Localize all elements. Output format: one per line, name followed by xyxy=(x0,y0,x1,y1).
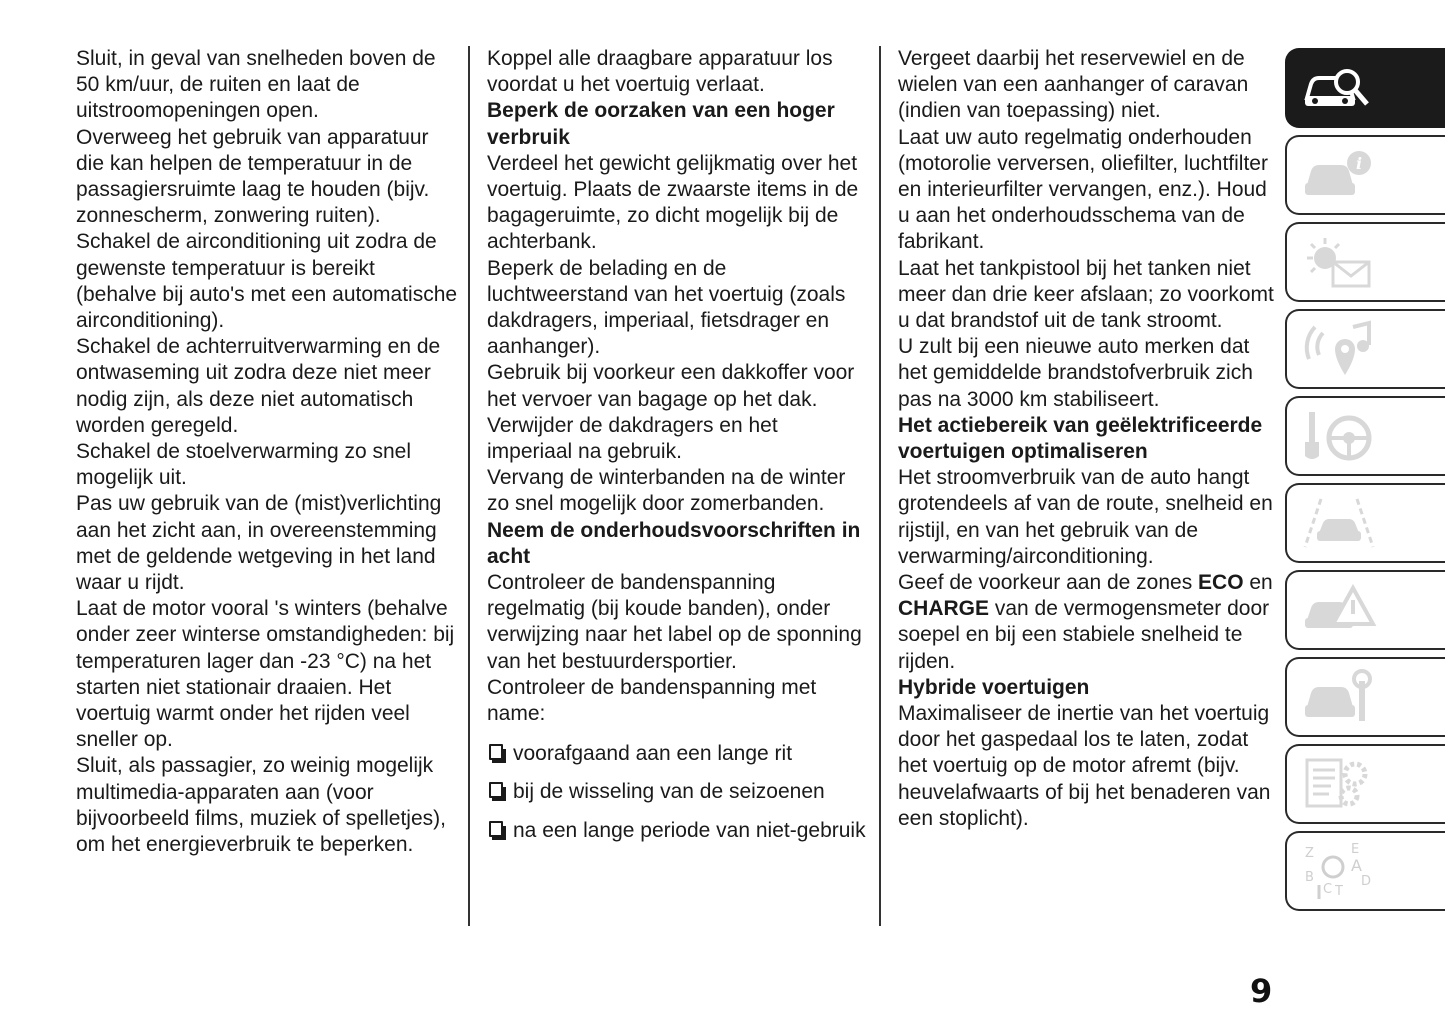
paragraph: Gebruik bij voorkeur een dakkoffer voor het vervoer van bagage op het dak. xyxy=(487,361,855,411)
tab-car-search[interactable] xyxy=(1285,48,1445,128)
tab-maintenance[interactable] xyxy=(1285,657,1445,737)
section-heading: Het actiebereik van geëlektrificeerde voertuigen optimaliseren xyxy=(898,413,1263,464)
paragraph: Schakel de airconditioning uit zodra de gewenste temperatuur is bereikt (behalve bij auto's met een automatische airconditioning). xyxy=(76,230,458,333)
multimedia-icon xyxy=(1301,319,1381,379)
column-divider xyxy=(468,46,470,926)
charge-label: CHARGE xyxy=(898,597,990,621)
column-3 xyxy=(898,46,1276,832)
section-heading: Hybride voertuigen xyxy=(898,675,1090,699)
checkbox-icon xyxy=(489,782,503,798)
index-letter: C xyxy=(1323,882,1333,897)
paragraph xyxy=(898,570,1276,675)
paragraph: Pas uw gebruik van de (mist)verlichting aan het zicht aan, in overeenstemming met de geldende wetgeving in het land waar u rijdt. xyxy=(76,492,442,595)
section-heading: Beperk de oorzaken van een hoger verbruik xyxy=(487,99,835,149)
text-run: Geef de voorkeur aan de zones xyxy=(898,571,1199,595)
car-search-icon xyxy=(1301,58,1381,118)
paragraph: U zult bij een nieuwe auto merken dat het gemiddelde brandstofverbruik zich pas na 3000 km stabiliseert. xyxy=(898,335,1253,411)
car-maintenance-icon xyxy=(1301,667,1381,727)
index-letter: B xyxy=(1305,870,1314,885)
index-letter: A xyxy=(1351,856,1362,875)
paragraph: Verwijder de dakdragers en het imperiaal na gebruik. xyxy=(487,413,778,464)
index-letter: D xyxy=(1361,874,1372,889)
paragraph: Controleer de bandenspanning met name: xyxy=(487,675,817,726)
eco-label: ECO xyxy=(1198,571,1244,595)
paragraph: Beperk de belading en de luchtweerstand van het voertuig (zoals dakdragers, imperiaal, fietsdrager en aanhanger). xyxy=(487,256,846,359)
paragraph: Verdeel het gewicht gelijkmatig over het voertuig. Plaats de zwaarste items in de bagageruimte, zo dicht mogelijk bij de achterbank. xyxy=(487,151,859,254)
car-info-icon xyxy=(1301,145,1381,205)
index-letter: E xyxy=(1351,842,1360,857)
checkbox-icon xyxy=(489,821,503,837)
list-item xyxy=(487,741,867,767)
column-1 xyxy=(76,46,461,858)
paragraph: Laat de motor vooral 's winters (behalve onder zeer winterse omstandigheden: bij temperaturen lager dan -23 °C) na het starten niet stationair draaien. Het voertuig warmt onder het rijden veel sneller op. xyxy=(76,597,455,752)
list-item xyxy=(487,779,867,805)
tab-emergency[interactable] xyxy=(1285,570,1445,650)
paragraph: Schakel de stoelverwarming zo snel mogelijk uit. xyxy=(76,440,411,490)
emergency-icon xyxy=(1301,580,1381,640)
tab-warning-lights[interactable] xyxy=(1285,222,1445,302)
list-item-label: voorafgaand aan een lange rit xyxy=(513,742,793,766)
tab-lane-assist[interactable] xyxy=(1285,483,1445,563)
list-item xyxy=(487,818,867,844)
chapter-tabs xyxy=(1285,48,1445,918)
list-item-label: na een lange periode van niet-gebruik xyxy=(513,818,866,842)
paragraph: Vervang de winterbanden na de winter zo snel mogelijk door zomerbanden. xyxy=(487,466,846,516)
paragraph: Sluit, in geval van snelheden boven de 50 km/uur, de ruiten en laat de uitstroomopeningen open. xyxy=(76,47,436,123)
paragraph: Het stroomverbruik van de auto hangt grotendeels af van de route, snelheid en rijstijl, en van het gebruik van de verwarming/airconditioning. xyxy=(898,466,1273,568)
paragraph: Sluit, als passagier, zo weinig mogelijk multimedia-apparaten aan (voor bijvoorbeeld films, muziek of spelletjes), om het energieverbruik te beperken. xyxy=(76,754,446,857)
paragraph: Laat het tankpistool bij het tanken niet meer dan drie keer afslaan; zo voorkomt u dat brandstof uit de tank stroomt. xyxy=(898,256,1274,333)
tab-index[interactable] xyxy=(1285,831,1445,911)
tab-steering[interactable] xyxy=(1285,396,1445,476)
column-divider xyxy=(879,46,881,926)
paragraph: Koppel alle draagbare apparatuur los voordat u het voertuig verlaat. xyxy=(487,47,833,97)
page-number: 9 xyxy=(1250,972,1273,1010)
column-2 xyxy=(487,46,867,856)
paragraph: Schakel de achterruitverwarming en de ontwaseming uit zodra deze niet meer nodig zijn, als deze niet automatisch worden geregeld. xyxy=(76,335,441,437)
paragraph: Laat uw auto regelmatig onderhouden (motorolie verversen, oliefilter, luchtfilter en interieurfilter vervangen, enz.). Houd u aan het onderhoudsschema van de fabrikant. xyxy=(898,125,1268,254)
section-heading: Neem de onderhoudsvoorschriften in acht xyxy=(487,518,861,568)
index-letter: Z xyxy=(1305,846,1314,861)
paragraph: Overweeg het gebruik van apparatuur die kan helpen de temperatuur in de passagiersruimte laag te houden (bijv. zonnescherm, zonwering ruiten). xyxy=(76,125,430,228)
text-run: en xyxy=(1243,571,1273,595)
technical-data-icon xyxy=(1301,754,1381,814)
index-icon xyxy=(1301,841,1381,901)
list-item-label: bij de wisseling van de seizoenen xyxy=(513,780,825,804)
paragraph: Maximaliseer de inertie van het voertuig door het gaspedaal los te laten, zodat het voertuig op de motor afremt (bijv. heuvelafwaarts of bij het benaderen van een stoplicht). xyxy=(898,702,1271,830)
checkbox-icon xyxy=(489,744,503,760)
lane-assist-icon xyxy=(1301,493,1381,553)
tab-car-info[interactable] xyxy=(1285,135,1445,215)
paragraph: Vergeet daarbij het reservewiel en de wielen van een aanhanger of caravan (indien van toepassing) niet. xyxy=(898,47,1249,123)
steering-wheel-icon xyxy=(1301,406,1381,466)
tab-technical-data[interactable] xyxy=(1285,744,1445,824)
text-run: van de vermogensmeter door soepel en bij een stabiele snelheid te rijden. xyxy=(898,597,1270,673)
warning-lights-icon xyxy=(1301,232,1381,292)
index-letter: T xyxy=(1335,884,1343,899)
tab-multimedia[interactable] xyxy=(1285,309,1445,389)
svg-text:i: i xyxy=(1356,154,1363,173)
checklist xyxy=(487,741,867,844)
paragraph: Controleer de bandenspanning regelmatig (bij koude banden), onder verwijzing naar het label op de sponning van het bestuurdersportier. xyxy=(487,571,862,673)
